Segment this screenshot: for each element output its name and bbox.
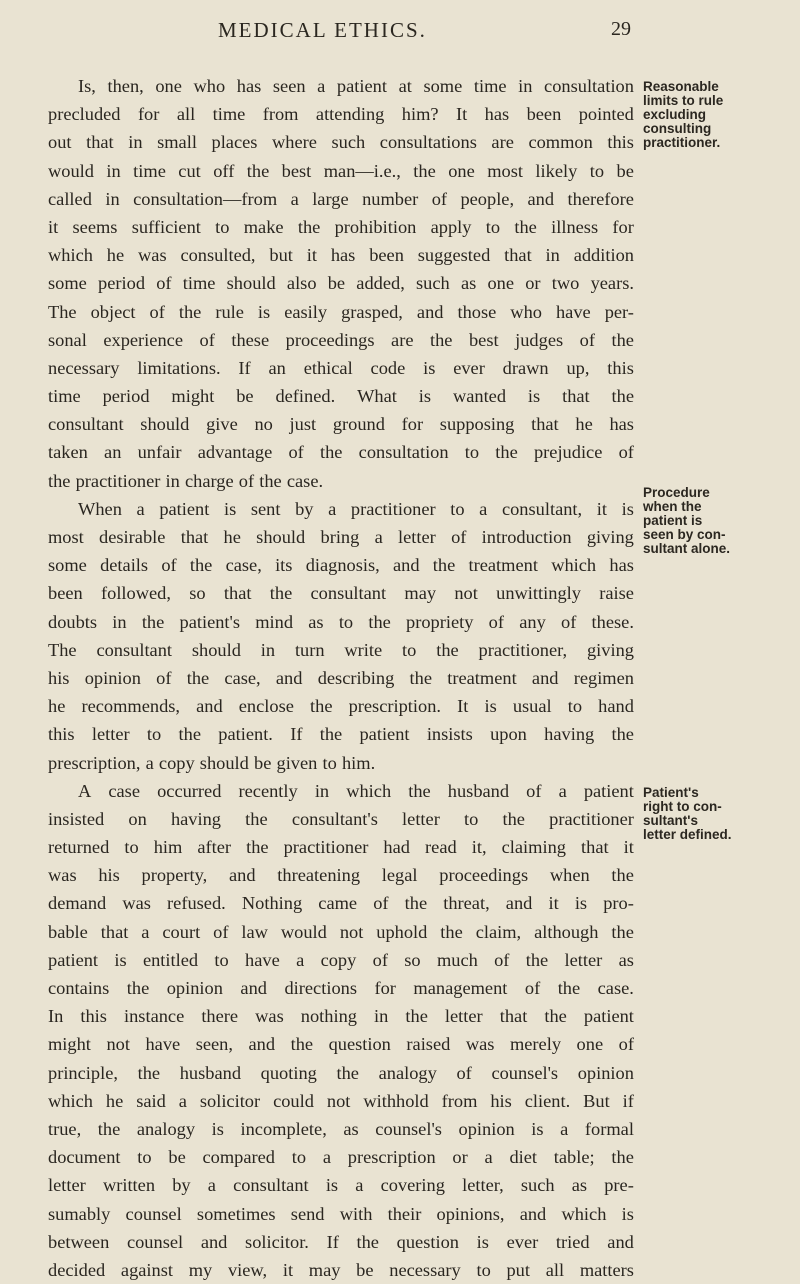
margin-note-line: patient is [643,513,703,528]
margin-note-reasonable-limits [643,80,793,150]
text-line: called in consultation—from a large number of people, and therefore [48,188,634,209]
text-line: doubts in the patient's mind as to the propriety of any of these. [48,611,634,632]
text-line: taken an unfair advantage of the consultation to the prejudice of [48,442,634,463]
text-line: the practitioner in charge of the case. [48,470,324,491]
text-line: his opinion of the case, and describing the treatment and regimen [48,667,634,688]
text-line: bable that a court of law would not uphold the claim, although the [48,921,634,942]
margin-note-line: right to con- [643,799,722,814]
text-line: between counsel and solicitor. If the question is ever tried and [48,1231,634,1252]
text-line: it seems sufficient to make the prohibition apply to the illness for [48,216,634,237]
text-line: would in time cut off the best man—i.e., the one most likely to be [48,160,634,181]
text-line: time period might be defined. What is wanted is that the [48,386,634,407]
margin-note-line: practitioner. [643,135,721,150]
margin-note-line: limits to rule [643,93,724,108]
text-line: out that in small places where such consultations are common this [48,132,634,153]
margin-note-patients-right [643,786,793,842]
text-line: Is, then, one who has seen a patient at some time in consultation [78,76,634,96]
text-line: A case occurred recently in which the husband of a patient [78,780,634,801]
text-line: document to be compared to a prescription or a diet table; the [48,1147,634,1168]
running-head: MEDICAL ETHICS. [218,18,427,42]
text-line: was his property, and threatening legal proceedings when the [48,865,634,886]
text-line: sumably counsel sometimes send with their opinions, and which is [48,1203,634,1224]
text-line: which he said a solicitor could not withhold from his client. But if [48,1090,634,1111]
text-line: been followed, so that the consultant may not unwittingly raise [48,583,634,604]
body-text [48,72,634,1284]
margin-note-line: Procedure [643,485,710,500]
page-number: 29 [611,18,631,40]
text-line: most desirable that he should bring a letter of introduction giving [48,527,634,547]
margin-note-line: sultant alone. [643,541,731,556]
margin-note-line: excluding [643,107,707,122]
text-line: some details of the case, its diagnosis, and the treatment which has [48,555,634,576]
text-line: patient is entitled to have a copy of so much of the letter as [48,949,634,970]
margin-note-line: when the [643,499,702,514]
text-line: demand was refused. Nothing came of the threat, and it is pro- [48,893,634,914]
text-line: true, the analogy is incomplete, as counsel's opinion is a formal [48,1118,634,1139]
text-line: When a patient is sent by a practitioner to a consultant, it is [78,498,634,519]
text-line: consultant should give no just ground for supposing that he has [48,414,634,435]
margin-note-procedure [643,486,793,556]
margin-note-line: seen by con- [643,527,726,542]
page-header [0,14,800,44]
text-line: contains the opinion and directions for management of the case. [48,978,634,998]
text-line: The object of the rule is easily grasped, and those who have per- [48,301,634,322]
text-line: precluded for all time from attending him? It has been pointed [48,104,634,125]
margin-note-line: Reasonable [643,79,719,94]
text-line: this letter to the patient. If the patient insists upon having the [48,724,634,745]
text-line: which he was consulted, but it has been suggested that in addition [48,245,634,266]
text-line: insisted on having the consultant's letter to the practitioner [48,808,634,829]
margin-note-line: consulting [643,121,712,136]
text-line: returned to him after the practitioner had read it, claiming that it [48,837,634,858]
text-line: might not have seen, and the question raised was merely one of [48,1034,634,1055]
text-line: letter written by a consultant is a covering letter, such as pre- [48,1175,634,1196]
text-line: some period of time should also be added, such as one or two years. [48,273,634,294]
text-line: principle, the husband quoting the analogy of counsel's opinion [48,1062,634,1083]
text-line: prescription, a copy should be given to him. [48,752,376,773]
text-line: he recommends, and enclose the prescription. It is usual to hand [48,696,634,717]
margin-note-line: sultant's [643,813,698,828]
text-line: decided against my view, it may be necessary to put all matters [48,1259,634,1280]
text-line: necessary limitations. If an ethical code is ever drawn up, this [48,357,634,378]
text-line: sonal experience of these proceedings are the best judges of the [48,329,634,350]
margin-note-line: letter defined. [643,827,732,842]
margin-note-line: Patient's [643,785,699,800]
text-line: In this instance there was nothing in the letter that the patient [48,1006,634,1027]
text-line: The consultant should in turn write to the practitioner, giving [48,639,634,660]
